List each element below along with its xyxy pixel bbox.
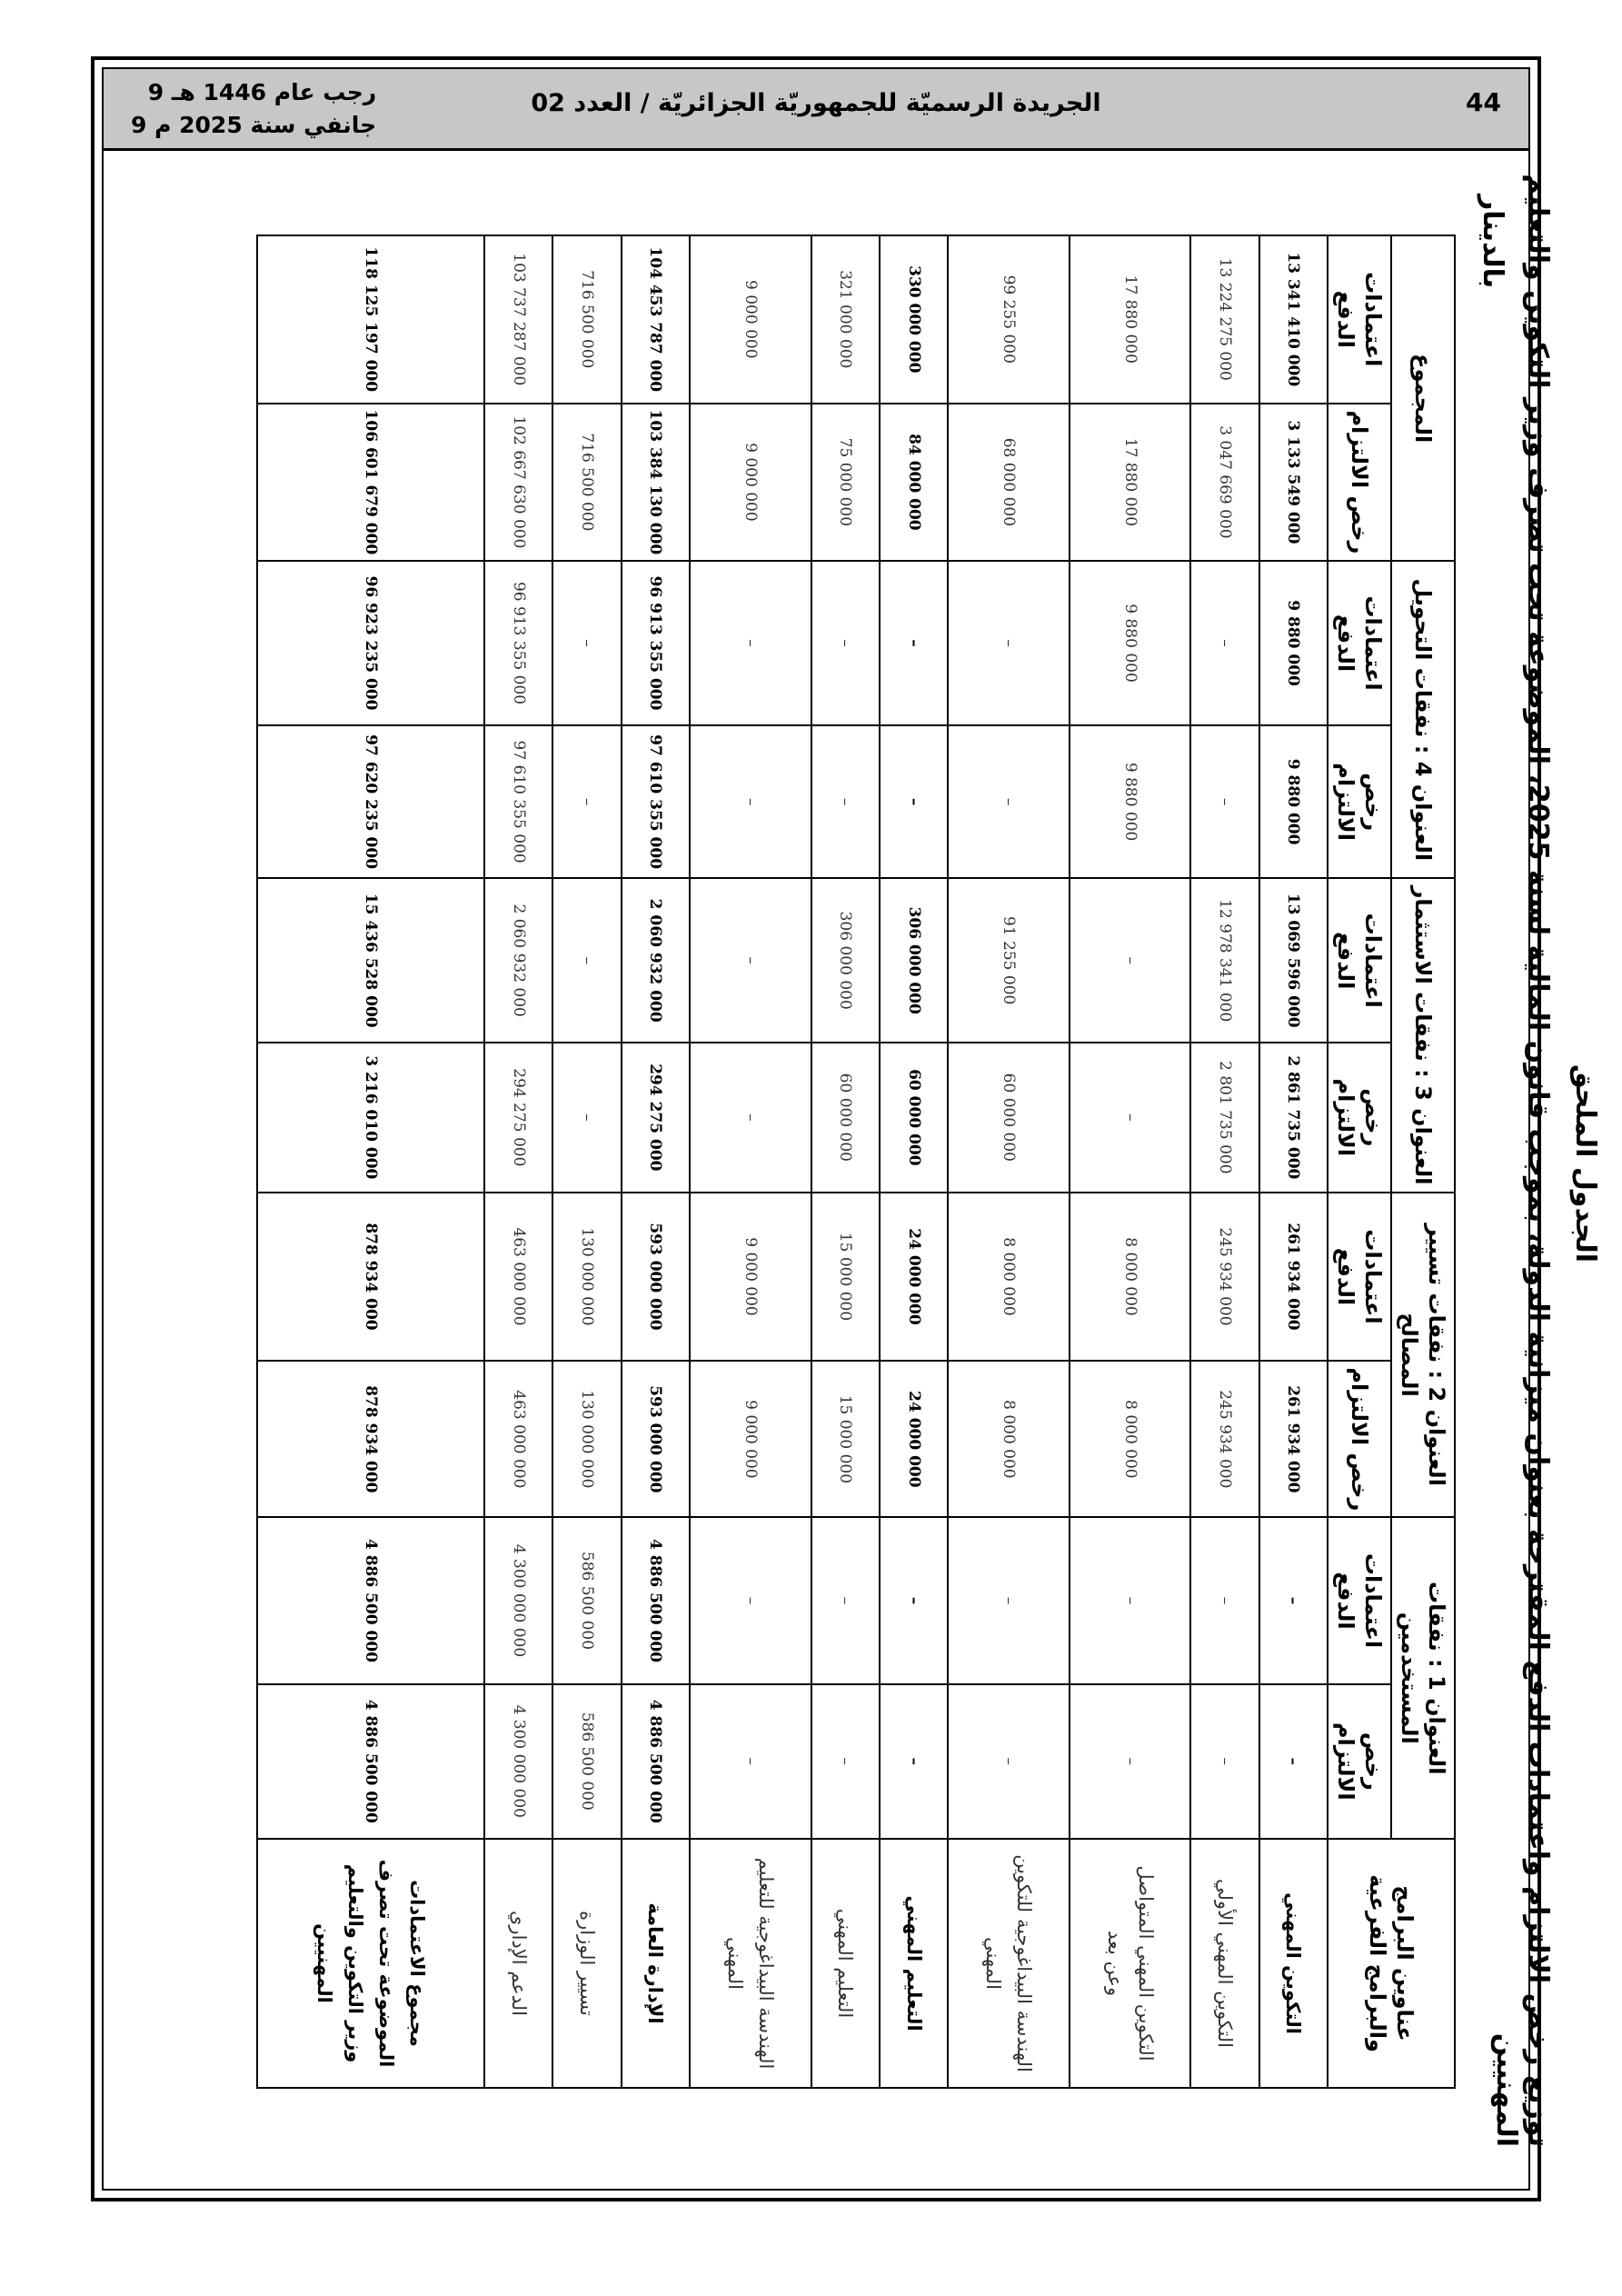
col-t4-commitment: رخص الالتزام (1328, 725, 1391, 879)
program-name: الدعم الإداري (484, 1839, 552, 2088)
amount-cell: 9 000 000 (690, 1361, 811, 1517)
amount-cell: 13 341 410 000 (1259, 235, 1328, 404)
amount-cell: – (552, 1043, 621, 1193)
amount-cell: 294 275 000 (484, 1043, 552, 1193)
amount-cell: – (1070, 1517, 1191, 1683)
amount-cell: – (948, 561, 1070, 725)
amount-cell: 8 000 000 (948, 1193, 1070, 1362)
amount-cell: 3 216 010 000 (257, 1043, 484, 1193)
amount-cell: 8 000 000 (948, 1361, 1070, 1517)
amount-cell: 3 047 669 000 (1190, 404, 1259, 562)
amount-cell: 586 500 000 (552, 1684, 621, 1839)
amount-cell: 2 060 932 000 (622, 878, 690, 1043)
amount-cell: – (948, 1517, 1070, 1683)
col-total-payment: اعتمادات الدفع (1328, 235, 1391, 404)
amount-cell: – (1070, 1043, 1191, 1193)
amount-cell: 4 886 500 000 (622, 1684, 690, 1839)
program-name: التكوين المهني المتواصل وعن بعد (1070, 1839, 1191, 2088)
table-row (622, 235, 690, 2088)
amount-cell: 878 934 000 (257, 1193, 484, 1362)
table-row (257, 235, 484, 2088)
program-name: الهندسة البيداغوجية للتكوين المهني (948, 1839, 1070, 2088)
amount-cell: 261 934 000 (1259, 1193, 1328, 1362)
amount-cell: 4 886 500 000 (257, 1684, 484, 1839)
amount-cell: – (811, 561, 880, 725)
program-name: التعليم المهني (880, 1839, 948, 2088)
amount-cell: – (880, 725, 948, 879)
amount-cell: 102 667 630 000 (484, 404, 552, 562)
amount-cell: – (552, 725, 621, 879)
header-row-1 (1391, 235, 1455, 2088)
table-row (1070, 235, 1191, 2088)
amount-cell: 91 255 000 (948, 878, 1070, 1043)
col-total-commitment: رخص الالتزام (1328, 404, 1391, 562)
amount-cell: 96 913 355 000 (622, 561, 690, 725)
program-name: الإدارة العامة (622, 1839, 690, 2088)
amount-cell: – (948, 1684, 1070, 1839)
amount-cell: 306 000 000 (880, 878, 948, 1043)
amount-cell: – (1190, 1517, 1259, 1683)
col-title1: العنوان 1 : نفقات المستخدمين (1391, 1517, 1455, 1839)
amount-cell: – (1070, 1684, 1191, 1839)
program-name: التكوين المهني الأولي (1190, 1839, 1259, 2088)
amount-cell: 9 880 000 (1259, 725, 1328, 879)
amount-cell: – (811, 1517, 880, 1683)
amount-cell: 294 275 000 (622, 1043, 690, 1193)
amount-cell: – (690, 1684, 811, 1839)
amount-cell: – (880, 1684, 948, 1839)
budget-table (256, 235, 1456, 2089)
amount-cell: – (552, 878, 621, 1043)
date-hijri: 9 رجب عام 1446 هـ (147, 79, 377, 105)
amount-cell: – (1190, 561, 1259, 725)
amount-cell: 463 000 000 (484, 1361, 552, 1517)
amount-cell: 17 880 000 (1070, 404, 1191, 562)
amount-cell: – (811, 1684, 880, 1839)
page-number: 44 (1466, 87, 1501, 117)
table-title: توزيع رخص الالتزام واعتمادات الدفع المقترحة بعنوان ميزانية الدولة، بموجب قانون المالية لسنة 2025، الموضوعة تحت تصرف وزير التكوين والتعليم المهنيين (1490, 174, 1554, 2147)
amount-cell: – (880, 561, 948, 725)
amount-cell: 3 133 549 000 (1259, 404, 1328, 562)
amount-cell: 8 000 000 (1070, 1361, 1191, 1517)
col-t1-commitment: رخص الالتزام (1328, 1684, 1391, 1839)
amount-cell: – (690, 878, 811, 1043)
col-title2: العنوان 2 : نفقات تسيير المصالح (1391, 1193, 1455, 1518)
amount-cell: 9 880 000 (1259, 561, 1328, 725)
amount-cell: 130 000 000 (552, 1361, 621, 1517)
program-name: التكوين المهني (1259, 1839, 1328, 2088)
col-programs: عناوين البرامج والبرامج الفرعية (1328, 1839, 1455, 2088)
amount-cell: 68 000 000 (948, 404, 1070, 562)
amount-cell: 60 000 000 (811, 1043, 880, 1193)
amount-cell: 4 300 000 000 (484, 1684, 552, 1839)
table-row (948, 235, 1070, 2088)
amount-cell: 84 000 000 (880, 404, 948, 562)
amount-cell: 17 880 000 (1070, 235, 1191, 404)
table-row (552, 235, 621, 2088)
amount-cell: – (690, 1517, 811, 1683)
col-t4-payment: اعتمادات الدفع (1328, 561, 1391, 725)
amount-cell: 96 913 355 000 (484, 561, 552, 725)
amount-cell: 330 000 000 (880, 235, 948, 404)
amount-cell: 2 861 735 000 (1259, 1043, 1328, 1193)
table-row (484, 235, 552, 2088)
amount-cell: 8 000 000 (1070, 1193, 1191, 1362)
col-t2-commitment: رخص الالتزام (1328, 1361, 1391, 1517)
annex-title: الجدول الملحق (1569, 1063, 1601, 1263)
amount-cell: 2 060 932 000 (484, 878, 552, 1043)
amount-cell: 586 500 000 (552, 1517, 621, 1683)
program-name: الهندسة البيداغوجية للتعليم المهني (690, 1839, 811, 2088)
col-t3-payment: اعتمادات الدفع (1328, 878, 1391, 1043)
amount-cell: 13 069 596 000 (1259, 878, 1328, 1043)
amount-cell: 130 000 000 (552, 1193, 621, 1362)
amount-cell: 9 000 000 (690, 235, 811, 404)
table-row (690, 235, 811, 2088)
amount-cell: 593 000 000 (622, 1193, 690, 1362)
amount-cell: 60 000 000 (880, 1043, 948, 1193)
header-row-2 (1328, 235, 1391, 2088)
amount-cell: – (690, 561, 811, 725)
amount-cell: 13 224 275 000 (1190, 235, 1259, 404)
amount-cell: 306 000 000 (811, 878, 880, 1043)
page-header (104, 69, 1528, 151)
program-name: مجموع الاعتمادات الموضوعة تحت تصرف وزير التكوين والتعليم المهنيين (257, 1839, 484, 2088)
amount-cell: 103 737 287 000 (484, 235, 552, 404)
col-title4: العنوان 4 : نفقات التحويل (1391, 561, 1455, 878)
program-name: التعليم المهني (811, 1839, 880, 2088)
amount-cell: 4 886 500 000 (257, 1517, 484, 1683)
col-t2-payment: اعتمادات الدفع (1328, 1193, 1391, 1362)
rotated-annex (200, 164, 1617, 2163)
table-row (1190, 235, 1259, 2088)
amount-cell: – (811, 725, 880, 879)
amount-cell: 2 801 735 000 (1190, 1043, 1259, 1193)
amount-cell: 15 000 000 (811, 1193, 880, 1362)
amount-cell: – (1190, 1684, 1259, 1839)
amount-cell: – (552, 561, 621, 725)
date-gregorian: 9 جانفي سنة 2025 م (131, 112, 377, 138)
amount-cell: – (690, 725, 811, 879)
amount-cell: – (1190, 725, 1259, 879)
journal-title: الجريدة الرسميّة للجمهوريّة الجزائريّة / العدد 02 (531, 89, 1101, 117)
amount-cell: 245 934 000 (1190, 1361, 1259, 1517)
amount-cell: 716 500 000 (552, 404, 621, 562)
amount-cell: 463 000 000 (484, 1193, 552, 1362)
col-t1-payment: اعتمادات الدفع (1328, 1517, 1391, 1683)
amount-cell: 593 000 000 (622, 1361, 690, 1517)
col-title3: العنوان 3 : نفقات الاستثمار (1391, 878, 1455, 1192)
amount-cell: 878 934 000 (257, 1361, 484, 1517)
amount-cell: 96 923 235 000 (257, 561, 484, 725)
amount-cell: – (1259, 1517, 1328, 1683)
amount-cell: 245 934 000 (1190, 1193, 1259, 1362)
amount-cell: 24 000 000 (880, 1193, 948, 1362)
table-row (880, 235, 948, 2088)
table-row (811, 235, 880, 2088)
amount-cell: 321 000 000 (811, 235, 880, 404)
unit-label: بالدينار (1477, 195, 1508, 289)
table-row (1259, 235, 1328, 2088)
amount-cell: 12 978 341 000 (1190, 878, 1259, 1043)
amount-cell: 24 000 000 (880, 1361, 948, 1517)
amount-cell: 60 000 000 (948, 1043, 1070, 1193)
amount-cell: 4 300 000 000 (484, 1517, 552, 1683)
col-total: المجموع (1391, 235, 1455, 561)
amount-cell: 9 000 000 (690, 1193, 811, 1362)
amount-cell: 99 255 000 (948, 235, 1070, 404)
amount-cell: – (1259, 1684, 1328, 1839)
amount-cell: 103 384 130 000 (622, 404, 690, 562)
issue-date (131, 76, 376, 142)
amount-cell: 9 880 000 (1070, 561, 1191, 725)
amount-cell: – (880, 1517, 948, 1683)
amount-cell: – (1070, 878, 1191, 1043)
amount-cell: 104 453 787 000 (622, 235, 690, 404)
amount-cell: – (948, 725, 1070, 879)
amount-cell: 75 000 000 (811, 404, 880, 562)
amount-cell: 716 500 000 (552, 235, 621, 404)
amount-cell: 15 436 528 000 (257, 878, 484, 1043)
amount-cell: 4 886 500 000 (622, 1517, 690, 1683)
amount-cell: 261 934 000 (1259, 1361, 1328, 1517)
program-name: تسيير الوزارة (552, 1839, 621, 2088)
table-body (257, 235, 1328, 2088)
col-t3-commitment: رخص الالتزام (1328, 1043, 1391, 1193)
amount-cell: 118 125 197 000 (257, 235, 484, 404)
amount-cell: – (690, 1043, 811, 1193)
amount-cell: 15 000 000 (811, 1361, 880, 1517)
amount-cell: 9 000 000 (690, 404, 811, 562)
amount-cell: 97 610 355 000 (484, 725, 552, 879)
amount-cell: 106 601 679 000 (257, 404, 484, 562)
amount-cell: 9 880 000 (1070, 725, 1191, 879)
amount-cell: 97 610 355 000 (622, 725, 690, 879)
amount-cell: 97 620 235 000 (257, 725, 484, 879)
